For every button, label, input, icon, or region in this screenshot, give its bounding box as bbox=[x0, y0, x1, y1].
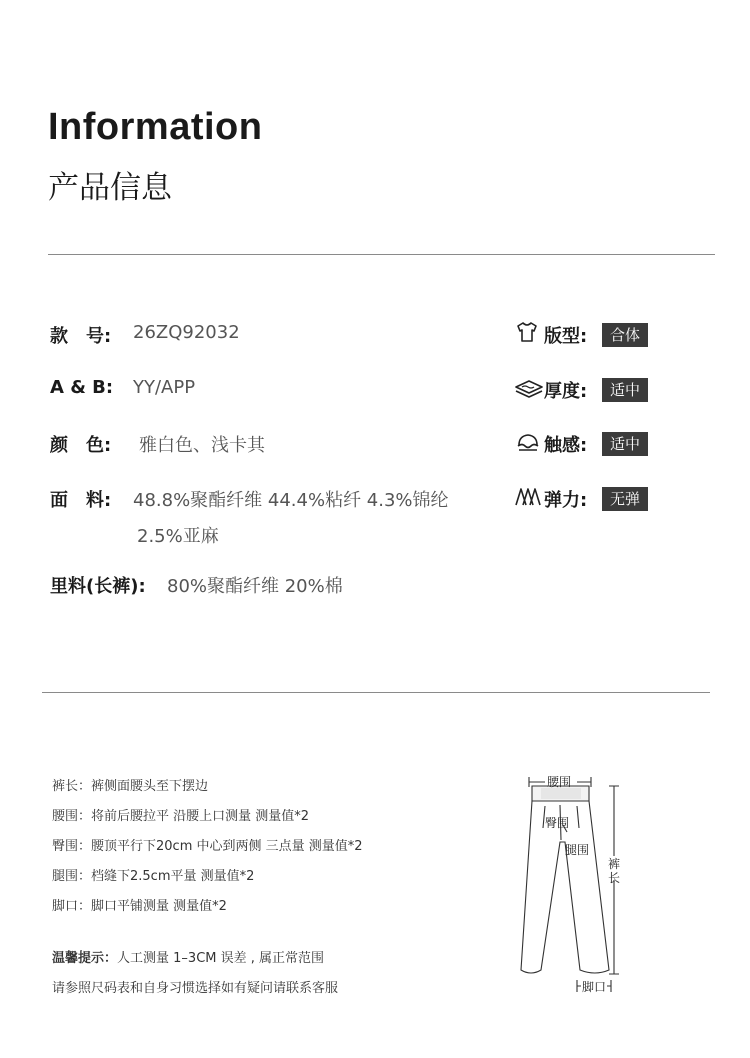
title-chinese: 产品信息 bbox=[48, 170, 172, 206]
stretch-icon bbox=[514, 486, 544, 508]
fabric-value-line1: 48.8%聚酯纤维 44.4%粘纤 4.3%锦纶 bbox=[133, 490, 449, 511]
measure-length: 裤长：裤侧面腰头至下摆边 bbox=[52, 779, 209, 794]
lining-label: 里料(长裤): bbox=[50, 576, 146, 597]
divider-middle bbox=[42, 692, 710, 693]
fabric-label: 面 料: bbox=[50, 490, 112, 511]
layers-icon bbox=[514, 378, 544, 400]
diagram-hip-label: 臀围 bbox=[545, 816, 570, 830]
title-english: Information bbox=[48, 106, 263, 148]
thickness-label: 厚度: bbox=[544, 381, 588, 402]
thickness-badge: 适中 bbox=[602, 378, 648, 402]
fabric-value-line2: 2.5%亚麻 bbox=[137, 526, 219, 547]
diagram-hem-label: 脚口 bbox=[582, 980, 607, 994]
fit-label: 版型: bbox=[544, 326, 588, 347]
tip-text: 人工测量 1–3CM 误差 , 属正常范围 bbox=[117, 951, 325, 966]
ab-value: YY/APP bbox=[133, 377, 196, 398]
ab-label: A & B: bbox=[50, 377, 114, 398]
diagram-length-label-2: 长 bbox=[608, 871, 621, 885]
tip-label: 温馨提示： bbox=[52, 951, 118, 966]
measure-hip: 臀围：腰顶平行下20cm 中心到两侧 三点量 测量值*2 bbox=[52, 839, 363, 854]
diagram-length-label-1: 裤 bbox=[608, 857, 621, 871]
elasticity-badge: 无弹 bbox=[602, 487, 648, 511]
tip-line bbox=[52, 947, 324, 966]
measure-hem: 脚口：脚口平铺测量 测量值*2 bbox=[52, 899, 227, 914]
measure-thigh: 腿围：档缝下2.5cm平量 测量值*2 bbox=[52, 869, 255, 884]
advice-line: 请参照尺码表和自身习惯选择如有疑问请联系客服 bbox=[52, 981, 339, 996]
measure-waist: 腰围：将前后腰拉平 沿腰上口测量 测量值*2 bbox=[52, 809, 310, 824]
style-no-value: 26ZQ92032 bbox=[133, 322, 240, 343]
diagram-waist-label: 腰围 bbox=[547, 775, 572, 789]
divider-top bbox=[48, 254, 715, 255]
color-label: 颜 色: bbox=[50, 435, 112, 456]
touch-label: 触感: bbox=[544, 435, 588, 456]
color-value: 雅白色、浅卡其 bbox=[139, 435, 265, 456]
fit-badge: 合体 bbox=[602, 323, 648, 347]
lining-value: 80%聚酯纤维 20%棉 bbox=[167, 576, 343, 597]
elasticity-label: 弹力: bbox=[544, 490, 588, 511]
tshirt-icon bbox=[515, 321, 539, 343]
diagram-thigh-label: 腿围 bbox=[565, 843, 590, 857]
touch-badge: 适中 bbox=[602, 432, 648, 456]
style-no-label: 款 号: bbox=[50, 326, 112, 347]
trousers-diagram bbox=[505, 770, 635, 998]
hand-icon bbox=[516, 431, 540, 453]
